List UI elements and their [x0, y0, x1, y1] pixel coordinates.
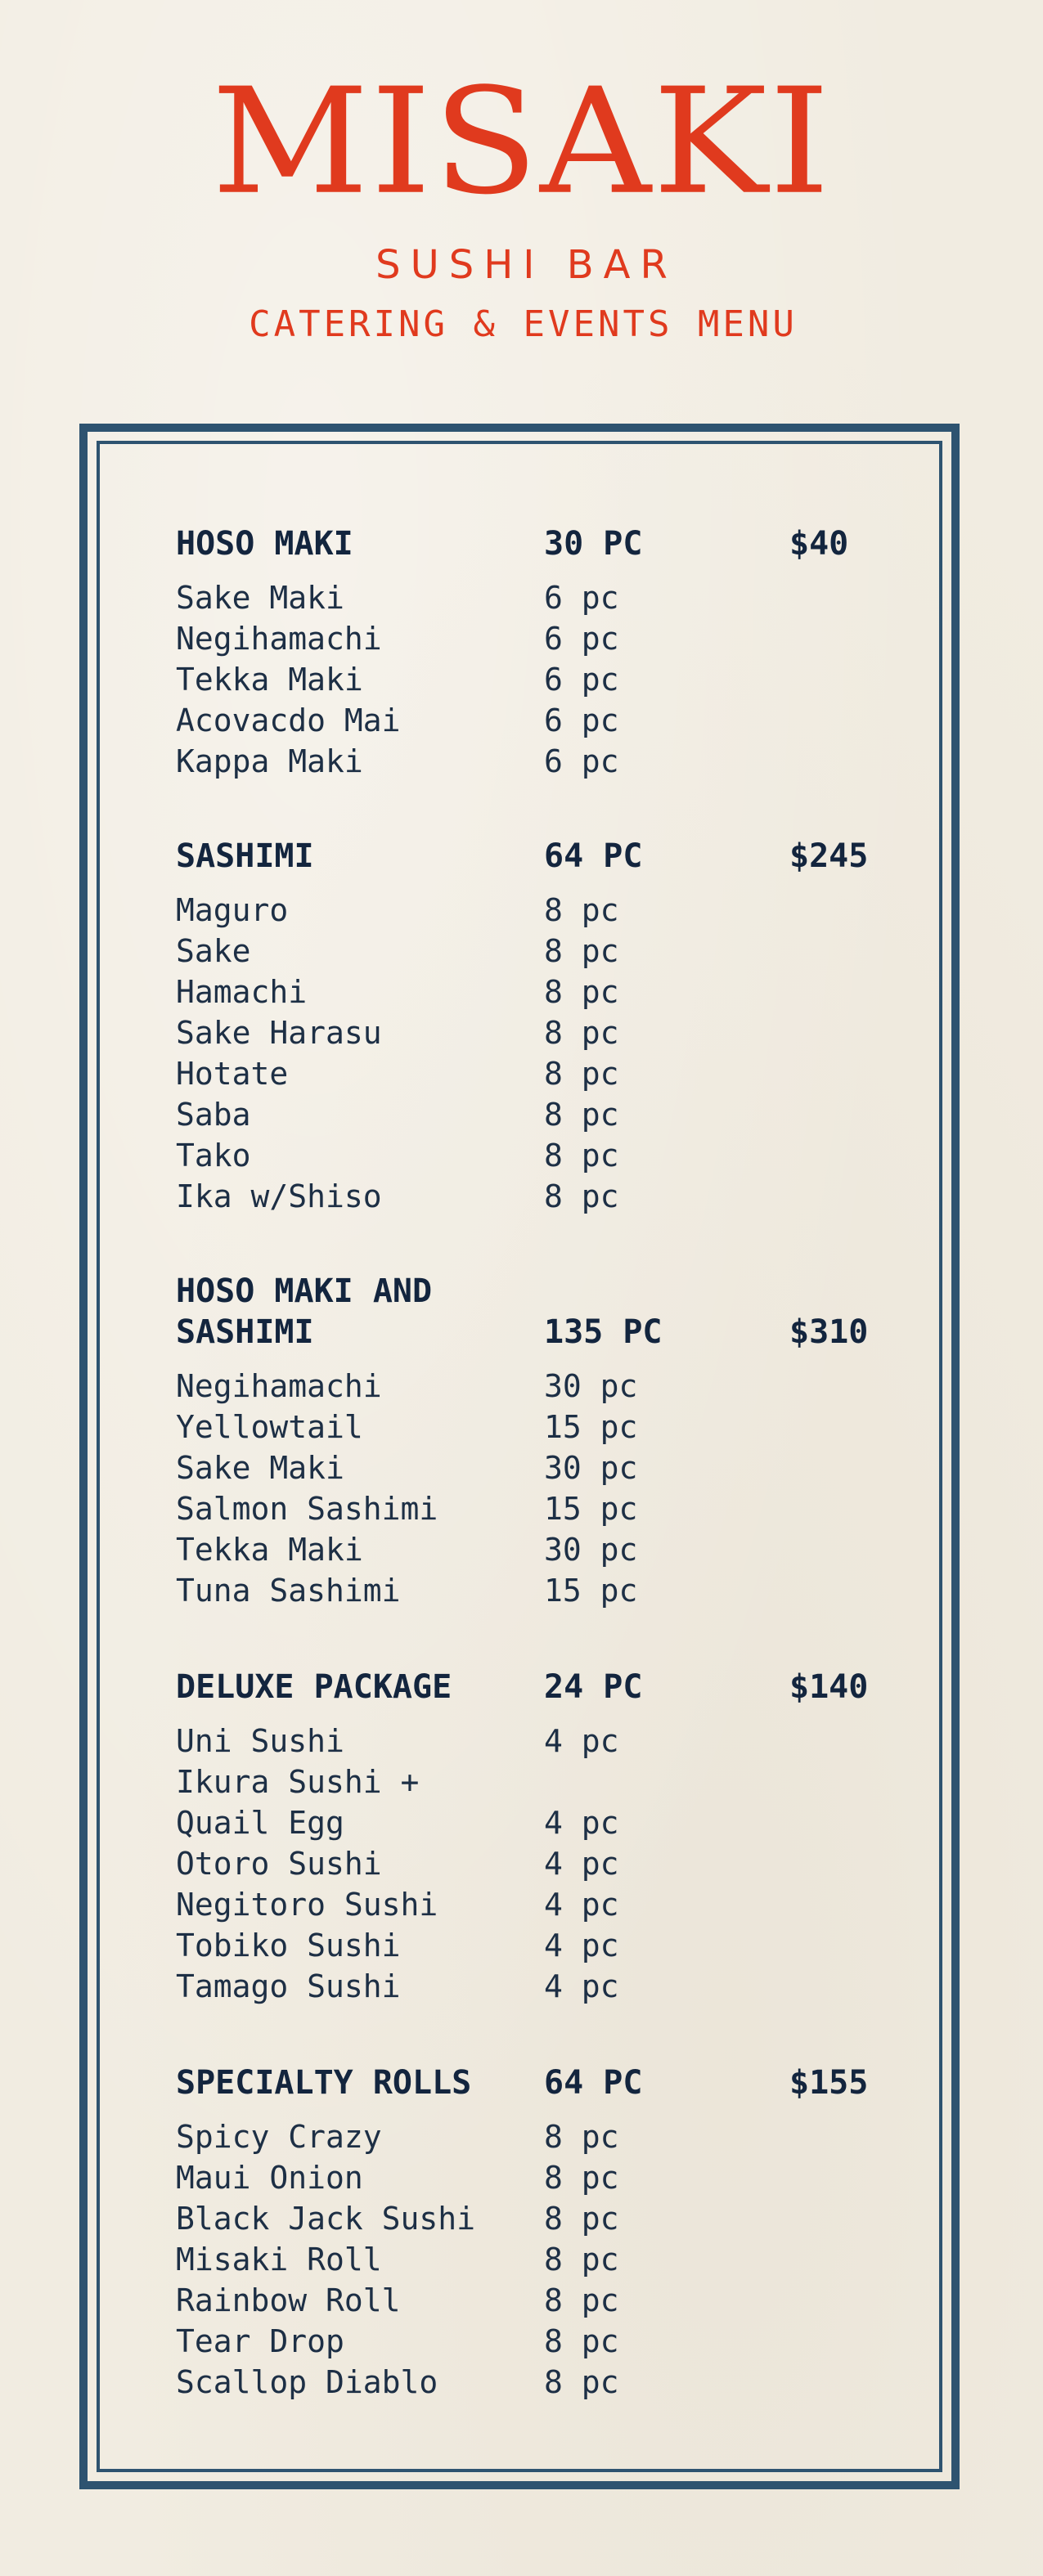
item-name: Negihamachi: [176, 621, 382, 657]
item-name: Ikura Sushi +: [176, 1764, 420, 1800]
section-price: $310: [789, 1313, 869, 1351]
menu-item: [176, 741, 912, 782]
section-price: $155: [789, 2064, 869, 2102]
item-quantity: 30 pc: [544, 1368, 638, 1404]
menu-title: CATERING & EVENTS MENU: [249, 303, 798, 345]
item-quantity: 8 pc: [544, 2364, 619, 2400]
section-items: [176, 2116, 912, 2403]
section-count: 30 PC: [544, 525, 643, 563]
item-quantity: 4 pc: [544, 1887, 619, 1923]
section-items: [176, 1721, 912, 2007]
item-quantity: 8 pc: [544, 2242, 619, 2278]
item-quantity: 8 pc: [544, 1178, 619, 1214]
menu-item: [176, 1570, 912, 1611]
item-name: Maui Onion: [176, 2160, 363, 2196]
item-quantity: 8 pc: [544, 933, 619, 969]
item-name: Misaki Roll: [176, 2242, 382, 2278]
menu-item: [176, 1407, 912, 1447]
menu-item: [176, 1447, 912, 1488]
item-name: Quail Egg: [176, 1805, 344, 1841]
item-quantity: 8 pc: [544, 2282, 619, 2318]
menu-item: [176, 1094, 912, 1135]
item-name: Hamachi: [176, 974, 308, 1010]
menu-item: [176, 1721, 912, 1761]
item-quantity: 4 pc: [544, 1723, 619, 1759]
section-name-line1: HOSO MAKI AND: [176, 1272, 433, 1310]
item-quantity: 8 pc: [544, 974, 619, 1010]
section-name: SPECIALTY ROLLS: [176, 2064, 472, 2102]
item-quantity: 4 pc: [544, 1928, 619, 1963]
item-name: Hotate: [176, 1056, 289, 1092]
section-price: $40: [789, 525, 849, 563]
section-name: SASHIMI: [176, 837, 314, 875]
item-quantity: 8 pc: [544, 892, 619, 928]
item-quantity: 4 pc: [544, 1805, 619, 1841]
item-quantity: 6 pc: [544, 702, 619, 738]
menu-item: [176, 1761, 912, 1802]
section-count: 64 PC: [544, 2064, 643, 2102]
item-name: Uni Sushi: [176, 1723, 344, 1759]
item-name: Tobiko Sushi: [176, 1928, 401, 1963]
item-quantity: 30 pc: [544, 1532, 638, 1568]
section-name: HOSO MAKI: [176, 525, 353, 563]
section-items: [176, 1366, 912, 1611]
item-name: Kappa Maki: [176, 743, 363, 779]
menu-item: [176, 1529, 912, 1570]
item-name: Sake Maki: [176, 1450, 344, 1486]
item-name: Negihamachi: [176, 1368, 382, 1404]
item-name: Spicy Crazy: [176, 2119, 382, 2155]
menu-item: [176, 1135, 912, 1176]
menu-item: [176, 890, 912, 931]
section-items: [176, 890, 912, 1217]
menu-item: [176, 1802, 912, 1843]
item-quantity: 15 pc: [544, 1409, 638, 1445]
menu-item: [176, 2157, 912, 2198]
menu-item: [176, 1366, 912, 1407]
item-quantity: 8 pc: [544, 2201, 619, 2237]
item-name: Rainbow Roll: [176, 2282, 401, 2318]
item-name: Acovacdo Mai: [176, 702, 401, 738]
menu-item: [176, 1488, 912, 1529]
item-quantity: 8 pc: [544, 1015, 619, 1051]
item-quantity: 4 pc: [544, 1968, 619, 2004]
item-name: Saba: [176, 1097, 251, 1133]
item-name: Sake Harasu: [176, 1015, 382, 1051]
section-price: $245: [789, 837, 869, 875]
item-name: Black Jack Sushi: [176, 2201, 476, 2237]
section-items: [176, 577, 912, 782]
section-count: 64 PC: [544, 837, 643, 875]
brand-subtitle: SUSHI BAR: [375, 242, 677, 288]
item-name: Tamago Sushi: [176, 1968, 401, 2004]
item-name: Ika w/Shiso: [176, 1178, 382, 1214]
menu-item: [176, 972, 912, 1012]
menu-item: [176, 577, 912, 618]
section-count: 24 PC: [544, 1668, 643, 1706]
section-count: 135 PC: [544, 1313, 663, 1351]
item-name: Tear Drop: [176, 2323, 344, 2359]
item-quantity: 8 pc: [544, 1138, 619, 1174]
brand-logo: MISAKI: [211, 56, 832, 227]
item-name: Sake Maki: [176, 580, 344, 616]
item-name: Negitoro Sushi: [176, 1887, 438, 1923]
item-quantity: 8 pc: [544, 1056, 619, 1092]
menu-item: [176, 1966, 912, 2007]
item-quantity: 6 pc: [544, 743, 619, 779]
section-price: $140: [789, 1668, 869, 1706]
item-name: Yellowtail: [176, 1409, 363, 1445]
item-quantity: 6 pc: [544, 580, 619, 616]
item-name: Maguro: [176, 892, 289, 928]
menu-item: [176, 2321, 912, 2362]
item-name: Scallop Diablo: [176, 2364, 438, 2400]
item-name: Sake: [176, 933, 251, 969]
item-quantity: 4 pc: [544, 1846, 619, 1882]
menu-item: [176, 931, 912, 972]
item-quantity: 6 pc: [544, 662, 619, 698]
menu-item: [176, 700, 912, 741]
section-name: SASHIMI: [176, 1313, 314, 1351]
item-name: Tekka Maki: [176, 1532, 363, 1568]
item-quantity: 15 pc: [544, 1491, 638, 1527]
menu-item: [176, 659, 912, 700]
item-quantity: 15 pc: [544, 1573, 638, 1609]
item-quantity: 6 pc: [544, 621, 619, 657]
menu-item: [176, 1843, 912, 1884]
menu-item: [176, 1012, 912, 1053]
item-quantity: 8 pc: [544, 2323, 619, 2359]
item-name: Tuna Sashimi: [176, 1573, 401, 1609]
menu-item: [176, 1884, 912, 1925]
menu-item: [176, 2239, 912, 2280]
menu-item: [176, 1176, 912, 1217]
item-name: Salmon Sashimi: [176, 1491, 438, 1527]
menu-item: [176, 2280, 912, 2321]
menu-item: [176, 1925, 912, 1966]
item-quantity: 8 pc: [544, 1097, 619, 1133]
item-quantity: 30 pc: [544, 1450, 638, 1486]
section-name: DELUXE PACKAGE: [176, 1668, 452, 1706]
menu-item: [176, 2116, 912, 2157]
menu-item: [176, 1053, 912, 1094]
item-name: Tako: [176, 1138, 251, 1174]
item-quantity: 8 pc: [544, 2119, 619, 2155]
item-quantity: 8 pc: [544, 2160, 619, 2196]
item-name: Tekka Maki: [176, 662, 363, 698]
item-name: Otoro Sushi: [176, 1846, 382, 1882]
menu-item: [176, 618, 912, 659]
menu-item: [176, 2198, 912, 2239]
menu-item: [176, 2362, 912, 2403]
